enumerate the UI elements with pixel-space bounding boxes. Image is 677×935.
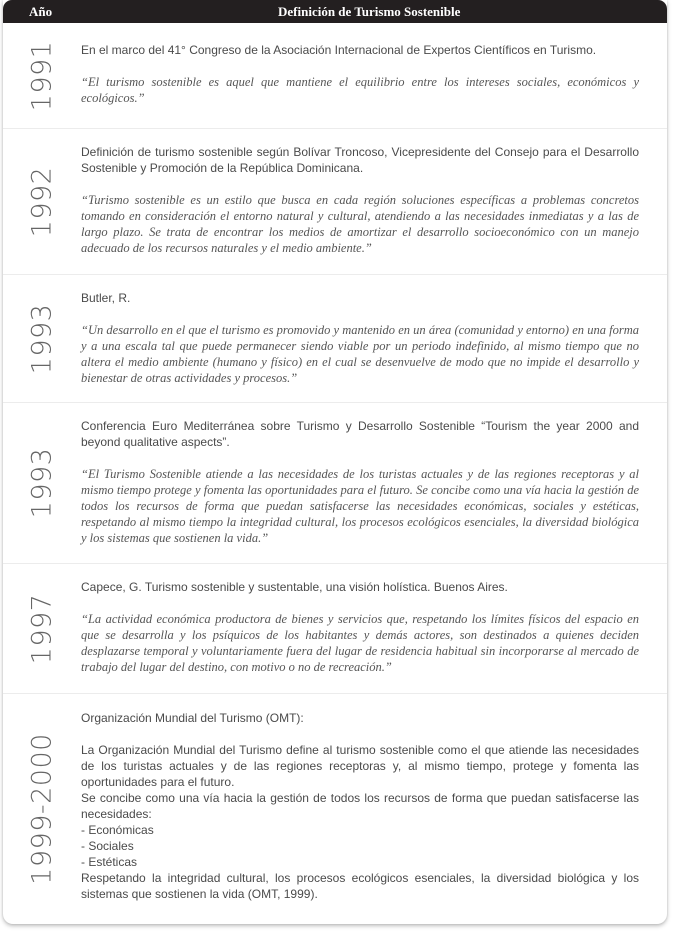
definition-cell	[81, 710, 639, 902]
list-item: - Estéticas	[81, 855, 138, 869]
definition-cell	[81, 144, 639, 256]
source-text: Definición de turismo sostenible según Bolívar Troncoso, Vicepresidente del Consejo para el Desarrollo Sostenible y Promoción de la República Dominicana.	[81, 145, 639, 175]
table-header	[3, 0, 667, 23]
year-label: 1992	[26, 166, 58, 237]
source-text: Capece, G. Turismo sostenible y sustentable, una visión holística. Buenos Aires.	[81, 580, 508, 594]
year-cell	[3, 694, 81, 924]
definition-cell	[81, 290, 639, 386]
quote-text: “El turismo sostenible es aquel que mantiene el equilibrio entre los intereses sociales, económicos y ecológicos.”	[81, 75, 639, 105]
year-cell	[3, 23, 81, 128]
table-row	[3, 23, 667, 128]
year-label: 1991	[26, 40, 58, 111]
table-row	[3, 693, 667, 924]
source-text: En el marco del 41° Congreso de la Asociación Internacional de Expertos Científicos en Turismo.	[81, 43, 597, 57]
quote-text: “Un desarrollo en el que el turismo es promovido y mantenido en un área (comunidad y entorno) en una forma y a una escala tal que puede permanecer siendo viable por un periodo indefinido, al mismo tiempo que no altera el medio ambiente (humano y físico) en el cual se desenvuelve de modo que no impide el desarrollo y bienestar de otras actividades y procesos.”	[81, 323, 639, 385]
year-cell	[3, 275, 81, 402]
source-text: Butler, R.	[81, 291, 131, 305]
header-year: Año	[29, 4, 53, 19]
body-paragraph: Respetando la integridad cultural, los procesos ecológicos esenciales, la diversidad biológica y los sistemas que sostienen la vida (OMT, 1999).	[81, 871, 639, 901]
year-cell	[3, 129, 81, 274]
header-definition: Definición de Turismo Sostenible	[278, 4, 461, 19]
year-label: 1999-2000	[26, 733, 58, 885]
list-item: - Económicas	[81, 823, 154, 837]
source-text: Conferencia Euro Mediterránea sobre Turismo y Desarrollo Sostenible “Tourism the year 2000 and beyond qualitative aspects”.	[81, 419, 639, 449]
table-row	[3, 128, 667, 274]
year-label: 1993	[26, 303, 58, 374]
definition-cell	[81, 418, 639, 546]
year-cell	[3, 564, 81, 693]
body-paragraph: La Organización Mundial del Turismo define al turismo sostenible como el que atiende las necesidades de los turistas actuales y de las regiones receptoras y, al mismo tiempo, protege y fomenta las oportunidades para el futuro.	[81, 743, 639, 789]
definition-cell	[81, 579, 639, 675]
table-row	[3, 563, 667, 693]
quote-text: “La actividad económica productora de bienes y servicios que, respetando los límites físicos del espacio en que se desarrolla y los psíquicos de los habitantes y demás actores, son destinados a quienes deciden desplazarse temporal y voluntariamente fuera del lugar de residencia habitual sin incorporarse al mercado de trabajo del lugar del destino, con motivo o no de recreación.”	[81, 612, 639, 674]
table-row	[3, 274, 667, 402]
definition-cell	[81, 42, 639, 106]
source-text: Organización Mundial del Turismo (OMT):	[81, 711, 304, 725]
quote-text: “El Turismo Sostenible atiende a las necesidades de los turistas actuales y de las regiones receptoras y al mismo tiempo protege y fomenta las oportunidades para el futuro. Se concibe como una vía hacia la gestión de todos los recursos de forma que puedan satisfacerse las necesidades económicas, sociales y estéticas, respetando al mismo tiempo la integridad cultural, los procesos ecológicos esenciales, la diversidad biológica y los sistemas que sostienen la vida.”	[81, 467, 639, 545]
quote-text: “Turismo sostenible es un estilo que busca en cada región soluciones específicas a problemas concretos tomando en consideración el entorno natural y cultural, atendiendo a las necesidades inmediatas y a las de largo plazo. Se trata de encontrar los medios de amortizar el desarrollo socioeconómico con un manejo adecuado de los recursos naturales y el medio ambiente.”	[81, 193, 639, 255]
year-label: 1993	[26, 447, 58, 519]
list-item: - Sociales	[81, 839, 134, 853]
year-label: 1997	[26, 593, 58, 664]
body-paragraph: Se concibe como una vía hacia la gestión de todos los recursos de forma que puedan satisfacerse las necesidades:	[81, 791, 639, 821]
table-row	[3, 402, 667, 563]
definitions-table	[3, 0, 667, 924]
year-cell	[3, 403, 81, 563]
